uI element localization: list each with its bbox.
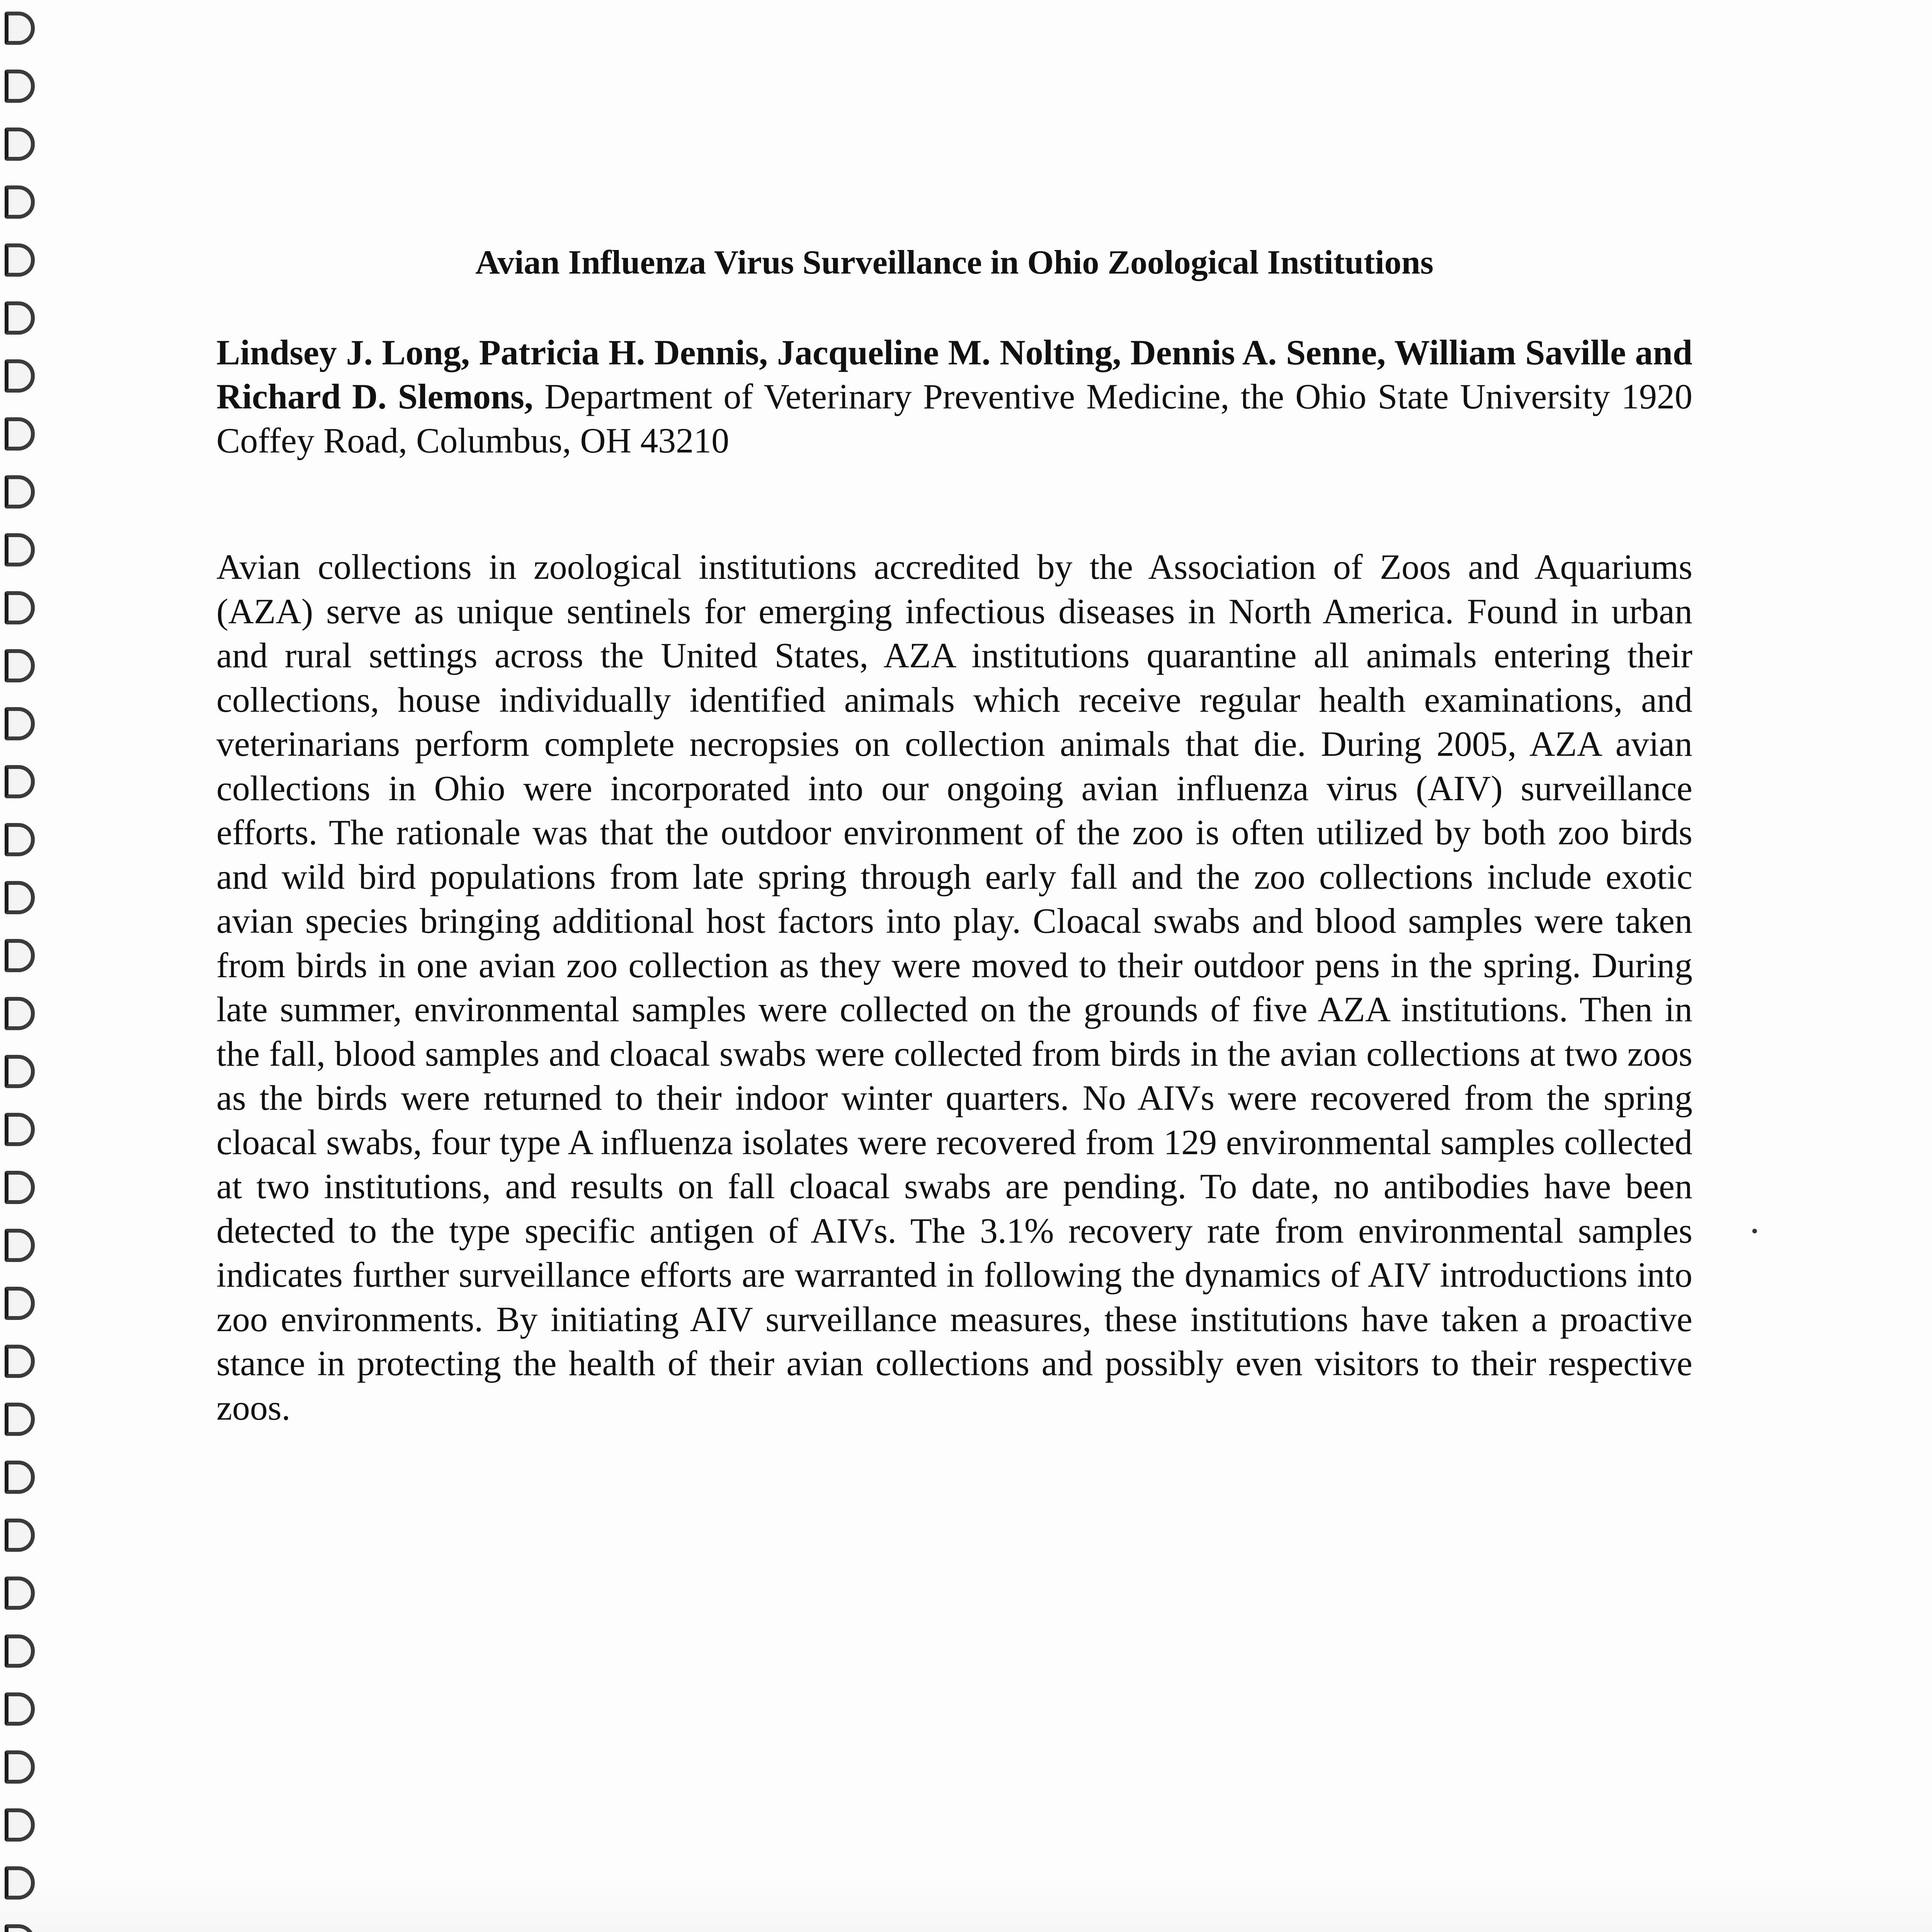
binding-ring xyxy=(5,1113,35,1146)
binding-ring xyxy=(5,70,35,103)
binding-ring xyxy=(5,881,35,914)
binding-ring xyxy=(5,591,35,624)
binding-ring xyxy=(5,1055,35,1088)
binding-ring xyxy=(5,243,35,277)
binding-ring xyxy=(5,417,35,451)
spiral-binding xyxy=(0,0,43,1932)
binding-ring xyxy=(5,533,35,566)
binding-ring xyxy=(5,939,35,972)
document-title: Avian Influenza Virus Surveillance in Ohio Zoological Institutions xyxy=(475,244,1434,281)
binding-ring xyxy=(5,1229,35,1262)
binding-ring xyxy=(5,1403,35,1436)
binding-ring xyxy=(5,185,35,219)
binding-ring xyxy=(5,1577,35,1610)
binding-ring xyxy=(5,765,35,798)
binding-ring xyxy=(5,1634,35,1668)
author-affiliation: Department of Veterinary Preventive Medicine, the Ohio State University 1920 Coffey Road, Columbus, OH 43210 xyxy=(216,377,1692,460)
scan-shadow xyxy=(0,1874,1932,1932)
binding-ring xyxy=(5,1171,35,1204)
binding-ring xyxy=(5,1287,35,1320)
binding-ring xyxy=(5,649,35,682)
binding-ring xyxy=(5,475,35,509)
author-block xyxy=(216,330,1692,463)
binding-ring xyxy=(5,1750,35,1784)
binding-ring xyxy=(5,12,35,45)
binding-ring xyxy=(5,301,35,335)
scan-speck xyxy=(1752,1229,1757,1233)
binding-ring xyxy=(5,359,35,393)
binding-ring xyxy=(5,1345,35,1378)
binding-ring xyxy=(5,128,35,161)
abstract-text: Avian collections in zoological institutions accredited by the Association of Zoos and Aquariums (AZA) serve as unique sentinels for emerging infectious diseases in North America. Found in urban and rural settings across the United States, AZA institutions quarantine all animals entering their collections, house individually identified animals which receive regular health examinations, and veterinarians perform complete necropsies on collection animals that die. During 2005, AZA avian collections in Ohio were incorporated into our ongoing avian influenza virus (AIV) surveillance efforts. The rationale was that the outdoor environment of the zoo is often utilized by both zoo birds and wild bird populations from late spring through early fall and the zoo collections include exotic avian species bringing additional host factors into play. Cloacal swabs and blood samples were taken from birds in one avian zoo collection as they were moved to their outdoor pens in the spring. During late summer, environmental samples were collected on the grounds of five AZA institutions. Then in the fall, blood samples and cloacal swabs were collected from birds in the avian collections at two zoos as the birds were returned to their indoor winter quarters. No AIVs were recovered from the spring cloacal swabs, four type A influenza isolates were recovered from 129 environmental samples collected at two institutions, and results on fall cloacal swabs are pending. To date, no antibodies have been detected to the type specific antigen of AIVs. The 3.1% recovery rate from environmental samples indicates further surveillance efforts are warranted in following the dynamics of AIV introductions into zoo environments. By initiating AIV surveillance measures, these institutions have taken a proactive stance in protecting the health of their avian collections and possibly even visitors to their respective zoos. xyxy=(216,547,1692,1427)
binding-ring xyxy=(5,1519,35,1552)
binding-ring xyxy=(5,1924,35,1932)
binding-ring xyxy=(5,707,35,740)
binding-ring xyxy=(5,1808,35,1842)
binding-ring xyxy=(5,1461,35,1494)
binding-ring xyxy=(5,1692,35,1726)
binding-ring xyxy=(5,1866,35,1900)
binding-ring xyxy=(5,823,35,856)
author-names: Lindsey J. Long, Patricia H. Dennis, Jacqueline M. Nolting, Dennis A. Senne, William Saville and Richard D. Slemons, xyxy=(216,333,1692,416)
binding-ring xyxy=(5,997,35,1030)
